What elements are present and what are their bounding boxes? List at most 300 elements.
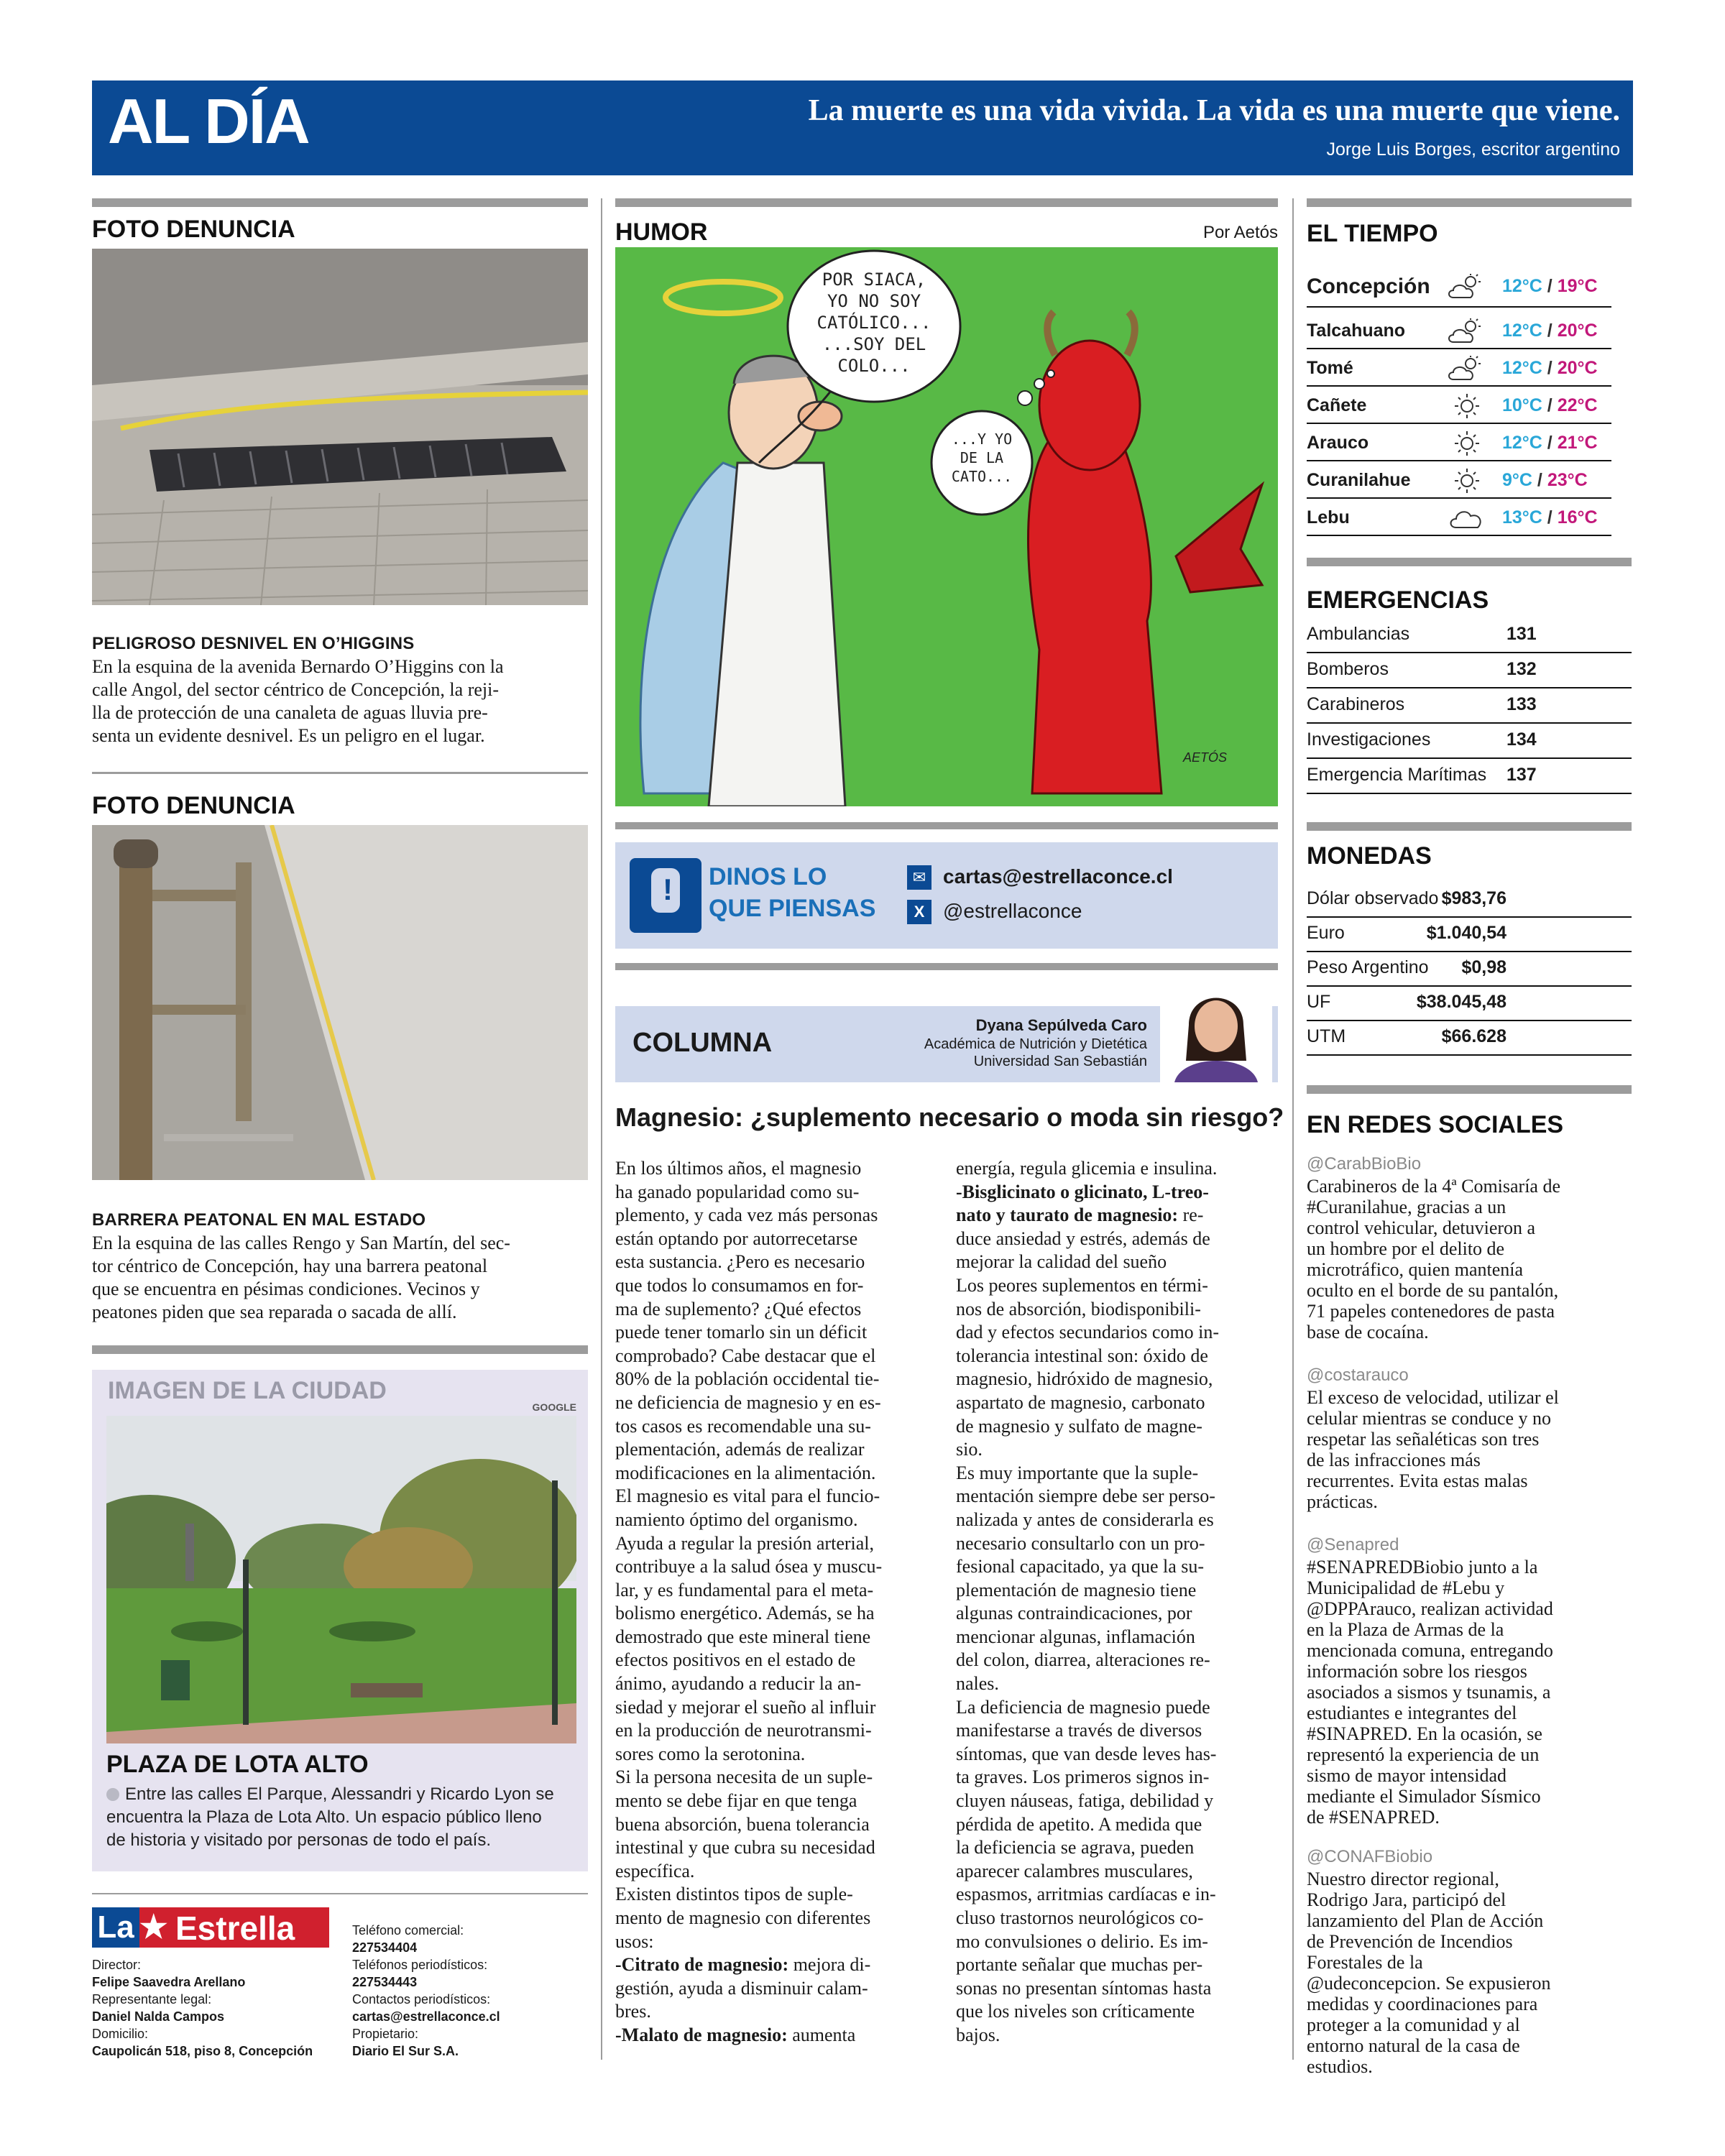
weather-icon-wrap (1448, 318, 1486, 345)
text-line: efectos positivos en el estado de (615, 1649, 856, 1671)
bubble-line: ...Y YO (951, 430, 1013, 448)
text-line: del colon, diarrea, alteraciones re- (956, 1649, 1210, 1671)
post-line: #SINAPRED. En la ocasión, se (1307, 1723, 1542, 1744)
social-post-text (1307, 1869, 1616, 2077)
row-label: Dólar observado (1307, 888, 1439, 908)
text-span: aumenta (787, 2024, 856, 2045)
column-label: COLUMNA (632, 1028, 773, 1058)
foto2-section-title: FOTO DENUNCIA (92, 792, 295, 819)
street-grate-photo (92, 249, 588, 605)
post-line: sismo de mayor intensidad (1307, 1765, 1507, 1786)
text-line: Los peores suplementos en térmi- (956, 1274, 1208, 1296)
post-line: recurrentes. Evita estas malas (1307, 1470, 1528, 1491)
post-line: lanzamiento del Plan de Acción (1307, 1910, 1544, 1931)
dinos-title (709, 861, 875, 924)
text-line: dad y efectos secundarios como in- (956, 1322, 1220, 1343)
text-line: mentación siempre debe ser perso- (956, 1485, 1215, 1507)
text-line: que los niveles son críticamente (956, 2001, 1195, 2022)
weather-city: Talcahuano (1307, 321, 1406, 341)
weather-icon-wrap (1448, 430, 1486, 457)
text-line: namiento óptimo del organismo. (615, 1508, 858, 1530)
row-label: Peso Argentino (1307, 957, 1429, 977)
row-value: 133 (1506, 694, 1537, 714)
text-line: ha ganado popularidad como su- (615, 1181, 860, 1202)
text-line: duce ansiedad y estrés, además de (956, 1227, 1210, 1249)
text-line: En los últimos años, el magnesio (615, 1158, 862, 1179)
text-line: ta graves. Los primeros signos in- (956, 1766, 1210, 1788)
weather-icon-wrap (1448, 467, 1486, 494)
text-line: pérdida de apetito. A medida que (956, 1813, 1202, 1835)
text-line: mento de magnesio con diferentes (615, 1907, 871, 1928)
weather-row (1307, 425, 1611, 461)
post-line: El exceso de velocidad, utilizar el (1307, 1387, 1559, 1408)
commercial-phone: 227534404 (352, 1940, 418, 1955)
temp-min: 12°C (1502, 433, 1542, 453)
emergency-row (1307, 653, 1632, 688)
weather-icon-wrap (1448, 273, 1486, 300)
body-line: En la esquina de la avenida Bernardo O’Higgins con la (92, 656, 504, 677)
text-line: gestión, ayuda a disminuir calam- (615, 1977, 868, 1999)
text-line: mo convulsiones o delirio. Es im- (956, 1930, 1208, 1952)
city-line: Entre las calles El Parque, Alessandri y Ricardo Lyon se (125, 1784, 554, 1804)
foto1-headline: PELIGROSO DESNIVEL EN O’HIGGINS (92, 634, 415, 653)
text-line: tolerancia intestinal son: óxido de (956, 1345, 1208, 1366)
press-phone: 227534443 (352, 1975, 418, 1989)
author-university: Universidad San Sebastián (973, 1054, 1147, 1069)
divider (92, 772, 588, 774)
text-line: mento se debe fijar en que tenga (615, 1790, 857, 1812)
post-line: información sobre los riesgos (1307, 1661, 1527, 1682)
post-line: control vehicular, detuvieron a (1307, 1217, 1536, 1238)
row-label: UF (1307, 992, 1331, 1012)
temp-sep: / (1542, 276, 1558, 296)
text-line: espasmos, arritmias cardíacas e in- (956, 1884, 1216, 1905)
section-rule (1307, 198, 1632, 207)
city-body (106, 1783, 581, 1852)
text-line: modificaciones en la alimentación. (615, 1462, 876, 1483)
text-line: sio. (956, 1439, 983, 1460)
temp-sep: / (1542, 433, 1558, 453)
text-line: puede tener tomarlo sin un déficit (615, 1322, 868, 1343)
text-line: necesario consultarlo con un pro- (956, 1532, 1205, 1554)
speech-bubble-angel (795, 269, 953, 377)
row-label: Investigaciones (1307, 729, 1431, 750)
temp-max: 19°C (1557, 276, 1598, 296)
post-line: oculto en el borde de su pantalón, (1307, 1280, 1559, 1301)
social-post-text (1307, 1387, 1616, 1512)
text-line: cluyen náuseas, fatiga, debilidad y (956, 1790, 1214, 1812)
owner: Diario El Sur S.A. (352, 2044, 459, 2058)
row-value: 132 (1506, 659, 1537, 679)
column-headline: Magnesio: ¿suplemento necesario o moda sin riesgo? (615, 1102, 1284, 1132)
city-title: PLAZA DE LOTA ALTO (106, 1751, 369, 1778)
star-icon: ★ (139, 1909, 168, 1945)
post-line: prácticas. (1307, 1491, 1378, 1512)
thought-bubble-devil (939, 430, 1025, 486)
post-line: asociados a sismos y tsunamis, a (1307, 1682, 1551, 1703)
bubble-line: CATÓLICO... (816, 313, 932, 333)
bold-term: nato y taurato de magnesio: (956, 1204, 1179, 1226)
sun-icon (1448, 430, 1486, 457)
label: Teléfonos periodísticos: (352, 1958, 488, 1972)
body-line: de historia y visitado por personas de todo el país. (106, 1830, 491, 1850)
weather-city: Tomé (1307, 358, 1353, 378)
row-label: Euro (1307, 923, 1345, 943)
weather-city: Concepción (1307, 275, 1430, 298)
author-name: Dyana Sepúlveda Caro (975, 1016, 1147, 1034)
city-image-box (92, 1370, 588, 1871)
post-line: Carabineros de la 4ª Comisaría de (1307, 1176, 1561, 1197)
post-line: Rodrigo Jara, participó del (1307, 1889, 1506, 1910)
weather-row (1307, 388, 1611, 424)
post-line: #SENAPREDBiobio junto a la (1307, 1557, 1538, 1577)
post-line: representó la experiencia de un (1307, 1744, 1540, 1765)
row-value: 134 (1506, 729, 1537, 750)
text-line: nalizada y antes de considerarla es (956, 1508, 1214, 1530)
text-line: cluso trastornos neurológicos co- (956, 1907, 1204, 1928)
section-rule (1307, 1085, 1632, 1094)
text-line: Si la persona necesita de un suple- (615, 1766, 873, 1788)
temp-min: 9°C (1502, 470, 1532, 490)
text-line: demostrado que este mineral tiene (615, 1626, 871, 1647)
currency-row (1307, 952, 1632, 987)
partly-cloudy-icon (1448, 318, 1486, 345)
bubble-line: ...SOY DEL (822, 334, 926, 354)
weather-row (1307, 269, 1611, 308)
social-handle[interactable]: @costarauco (1307, 1365, 1409, 1385)
weather-row (1307, 463, 1611, 499)
currency-row (1307, 883, 1632, 918)
text-line: buena absorción, buena tolerancia (615, 1813, 870, 1835)
bubble-line: YO NO SOY (827, 291, 921, 311)
label: Representante legal: (92, 1992, 212, 2007)
text-line: la deficiencia se agrava, pueden (956, 1837, 1195, 1858)
text-line: Es muy importante que la suple- (956, 1462, 1199, 1483)
post-line: @DPPArauco, realizan actividad (1307, 1598, 1553, 1619)
bullet-icon (106, 1788, 119, 1801)
weather-city: Lebu (1307, 507, 1350, 528)
footer-staff (92, 1956, 336, 2060)
post-line: estudios. (1307, 2056, 1373, 2077)
text-line: portante señalar que muchas per- (956, 1954, 1203, 1976)
row-label: Ambulancias (1307, 624, 1410, 644)
address: Caupolicán 518, piso 8, Concepción (92, 2044, 313, 2058)
column-text-col2 (956, 1157, 1278, 2047)
foto2-body (92, 1232, 595, 1324)
row-label: Emergencia Marítimas (1307, 765, 1487, 785)
text-line: ma de suplemento? ¿Qué efectos (615, 1298, 862, 1319)
plaza-photo-image (106, 1416, 576, 1743)
text-line: siedad y mejorar el sueño al influir (615, 1696, 876, 1718)
social-post-text (1307, 1176, 1616, 1342)
text-line: aparecer calambres musculares, (956, 1860, 1193, 1881)
text-line: comprobado? Cabe destacar que el (615, 1345, 876, 1366)
text-line: bolismo energético. Además, se ha (615, 1603, 875, 1624)
weather-icon-wrap (1448, 355, 1486, 382)
post-line: estudiantes e integrantes del (1307, 1703, 1517, 1723)
row-value: $0,98 (1461, 957, 1506, 977)
cloud-icon (1448, 505, 1486, 532)
text-line: manifestarse a través de diversos (956, 1720, 1202, 1741)
redes-section-title: EN REDES SOCIALES (1307, 1111, 1564, 1138)
weather-city: Arauco (1307, 433, 1369, 453)
foto1-section-title: FOTO DENUNCIA (92, 216, 295, 243)
monedas-section-title: MONEDAS (1307, 842, 1432, 870)
post-line: medidas y coordinaciones para (1307, 1994, 1538, 2014)
pedestrian-barrier-photo (92, 825, 588, 1180)
body-line: peatones piden que sea reparada o sacada de allí. (92, 1302, 457, 1322)
temp-max: 16°C (1557, 507, 1598, 528)
weather-temp (1502, 470, 1588, 491)
column-divider (601, 198, 602, 2060)
text-line: plementación de magnesio tiene (956, 1579, 1197, 1600)
body-line: senta un evidente desnivel. Es un peligro en el lugar. (92, 725, 485, 746)
post-line: microtráfico, quien mantenía (1307, 1259, 1524, 1280)
text-line (615, 1953, 937, 1977)
bubble-line: COLO... (837, 356, 911, 376)
post-line: base de cocaína. (1307, 1322, 1429, 1342)
x-handle[interactable]: @estrellaconce (943, 900, 1082, 922)
quote-author: Jorge Luis Borges, escritor argentino (1326, 139, 1620, 160)
column-header (615, 1006, 1278, 1082)
text-line: están optando por autorrecetarse (615, 1227, 858, 1249)
text-line: intestinal y que cubra su necesidad (615, 1837, 875, 1858)
social-handle[interactable]: @CONAFBiobio (1307, 1847, 1433, 1866)
text-line: El magnesio es vital para el funcio- (615, 1485, 880, 1507)
logo-la: La (92, 1907, 139, 1948)
post-line: 71 papeles contenedores de pasta (1307, 1301, 1555, 1322)
currency-row (1307, 986, 1632, 1021)
partly-cloudy-icon (1448, 273, 1486, 300)
temp-min: 10°C (1502, 395, 1542, 415)
text-line: en la producción de neurotransmi- (615, 1720, 872, 1741)
text-line: plementación, además de realizar (615, 1439, 865, 1460)
post-line: entorno natural de la casa de (1307, 2035, 1520, 2056)
text-line: bres. (615, 2001, 651, 2022)
post-line: Municipalidad de #Lebu y (1307, 1577, 1505, 1598)
post-line: de las infracciones más (1307, 1450, 1481, 1470)
email-icon: ✉ (907, 865, 932, 890)
post-line: Nuestro director regional, (1307, 1869, 1499, 1889)
column-text-col1 (615, 1157, 937, 2047)
section-header (92, 80, 1633, 175)
body-line (106, 1783, 581, 1806)
humor-cartoon (615, 247, 1278, 806)
weather-row (1307, 313, 1611, 349)
text-line: lar, y es fundamental para el meta- (615, 1579, 874, 1600)
feedback-email[interactable]: cartas@estrellaconce.cl (943, 865, 1173, 888)
photo-credit: GOOGLE (532, 1401, 576, 1413)
weather-temp (1502, 276, 1598, 297)
text-line: usos: (615, 1930, 654, 1952)
label: Contactos periodísticos: (352, 1992, 491, 2007)
plaza-photo (106, 1416, 576, 1743)
text-line: tos casos es recomendable una su- (615, 1415, 871, 1437)
section-rule (1307, 558, 1632, 566)
temp-max: 23°C (1547, 470, 1588, 490)
author-role: Académica de Nutrición y Dietética (924, 1036, 1147, 1052)
text-line: específica. (615, 1860, 695, 1881)
text-line: fesional capacitado, ya que la su- (956, 1556, 1205, 1577)
text-line: energía, regula glicemia e insulina. (956, 1158, 1218, 1179)
foto2-headline: BARRERA PEATONAL EN MAL ESTADO (92, 1210, 426, 1230)
temp-sep: / (1542, 507, 1558, 528)
row-value: $38.045,48 (1416, 992, 1506, 1012)
emergencias-section-title: EMERGENCIAS (1307, 586, 1489, 614)
section-title: AL DÍA (108, 86, 309, 157)
section-rule (615, 198, 1278, 207)
feedback-box (615, 842, 1278, 949)
text-line: que todos lo consumamos en for- (615, 1274, 864, 1296)
x-logo-icon: X (907, 900, 932, 924)
emergency-row (1307, 724, 1632, 759)
emergency-row (1307, 759, 1632, 794)
text-line (956, 1181, 1278, 1204)
contact-email[interactable]: cartas@estrellaconce.cl (352, 2009, 500, 2024)
sun-icon (1448, 392, 1486, 420)
body-line: En la esquina de las calles Rengo y San Martín, del sec- (92, 1233, 510, 1253)
temp-min: 12°C (1502, 276, 1542, 296)
weather-icon-wrap (1448, 505, 1486, 532)
text-line: de magnesio y sulfato de magne- (956, 1415, 1202, 1437)
author-photo (1160, 982, 1272, 1082)
weather-temp (1502, 507, 1598, 528)
bold-term: -Malato de magnesio: (615, 2024, 788, 2045)
bold-term: -Citrato de magnesio: (615, 1954, 789, 1976)
post-line: Forestales de la (1307, 1952, 1423, 1973)
body-line: tor céntrico de Concepción, hay una barrera peatonal (92, 1256, 488, 1276)
temp-min: 12°C (1502, 321, 1542, 341)
temp-sep: / (1542, 395, 1558, 415)
text-line: 80% de la población occidental tie- (615, 1368, 880, 1390)
temp-max: 21°C (1557, 433, 1598, 453)
row-label: Carabineros (1307, 694, 1405, 714)
section-rule (1307, 822, 1632, 831)
currency-row (1307, 1021, 1632, 1056)
text-line: Ayuda a regular la presión arterial, (615, 1532, 875, 1554)
text-line: nos de absorción, biodisponibili- (956, 1298, 1201, 1319)
section-rule (615, 963, 1278, 970)
bubble-line: DE LA (960, 449, 1004, 466)
text-line: mejorar la calidad del sueño (956, 1251, 1167, 1273)
temp-max: 20°C (1557, 321, 1598, 341)
label: Teléfono comercial: (352, 1923, 464, 1938)
humor-byline: Por Aetós (1202, 223, 1278, 242)
row-value: $66.628 (1441, 1026, 1506, 1046)
header-quote: La muerte es una vida vivida. La vida es una muerte que viene. (808, 94, 1620, 127)
text-line: aspartato de magnesio, carbonato (956, 1391, 1205, 1413)
post-line: de #SENAPRED. (1307, 1807, 1440, 1828)
temp-sep: / (1532, 470, 1547, 490)
cartoonist-signature: AETÓS (1183, 750, 1228, 765)
text-span: mejora di- (788, 1954, 871, 1976)
row-value: $983,76 (1441, 888, 1506, 908)
logo-estrella: Estrella (175, 1909, 295, 1947)
director-name: Felipe Saavedra Arellano (92, 1975, 246, 1989)
la-estrella-logo (92, 1907, 329, 1948)
weather-city: Curanilahue (1307, 470, 1411, 490)
text-line (956, 1204, 1278, 1227)
post-line: mencionada comuna, entregando (1307, 1640, 1553, 1661)
weather-section-title: EL TIEMPO (1307, 220, 1438, 247)
post-line: proteger a la comunidad y al (1307, 2014, 1520, 2035)
post-line: en la Plaza de Armas de la (1307, 1619, 1504, 1640)
weather-temp (1502, 395, 1598, 416)
row-value: 137 (1506, 765, 1537, 785)
post-line: respetar las señaléticas son tres (1307, 1429, 1540, 1450)
emergency-row (1307, 688, 1632, 724)
section-rule (615, 822, 1278, 829)
text-span: re- (1178, 1204, 1204, 1226)
title-line: DINOS LO (709, 863, 827, 890)
city-section-title: IMAGEN DE LA CIUDAD (108, 1377, 387, 1404)
temp-sep: / (1542, 358, 1558, 378)
weather-temp (1502, 433, 1598, 453)
weather-icon-wrap (1448, 392, 1486, 420)
body-line: que se encuentra en pésimas condiciones. Vecinos y (92, 1279, 480, 1299)
exclamation-bubble-icon: ! (630, 858, 702, 933)
body-line: calle Angol, del sector céntrico de Concepción, la reji- (92, 679, 499, 700)
currency-row (1307, 917, 1632, 952)
row-label: UTM (1307, 1026, 1346, 1046)
bubble-line: CATO... (951, 468, 1013, 485)
foto1-body (92, 655, 595, 747)
text-line: plemento, y cada vez más personas (615, 1204, 878, 1226)
text-line: sonas no presentan síntomas hasta (956, 1977, 1212, 1999)
partly-cloudy-icon (1448, 355, 1486, 382)
bold-term: -Bisglicinato o glicinato, L-treo- (956, 1181, 1209, 1202)
body-line: lla de protección de una canaleta de aguas lluvia pre- (92, 702, 488, 723)
text-line: algunas contraindicaciones, por (956, 1603, 1192, 1624)
bubble-line: POR SIACA, (822, 270, 926, 290)
body-line: encuentra la Plaza de Lota Alto. Un espacio público lleno (106, 1807, 542, 1827)
weather-row (1307, 351, 1611, 387)
section-rule (92, 198, 588, 207)
text-line: contribuye a la salud ósea y muscu- (615, 1556, 883, 1577)
section-rule (92, 1345, 588, 1354)
temp-max: 22°C (1557, 395, 1598, 415)
text-line: esta sustancia. ¿Pero es necesario (615, 1251, 865, 1273)
humor-section-title: HUMOR (615, 218, 708, 246)
column-divider (1292, 198, 1294, 2060)
weather-temp (1502, 321, 1598, 341)
post-line: celular mientras se conduce y no (1307, 1408, 1552, 1429)
text-line: síntomas, que van desde leves has- (956, 1743, 1217, 1764)
text-line: sores como la serotonina. (615, 1743, 806, 1764)
label: Domicilio: (92, 2027, 149, 2041)
temp-min: 12°C (1502, 358, 1542, 378)
temp-max: 20°C (1557, 358, 1598, 378)
weather-city: Cañete (1307, 395, 1367, 415)
text-line: ne deficiencia de magnesio y en es- (615, 1391, 881, 1413)
foto2-photo (92, 825, 588, 1180)
social-handle[interactable]: @Senapred (1307, 1535, 1399, 1554)
post-line: #Curanilahue, gracias a un (1307, 1197, 1506, 1217)
row-label: Bomberos (1307, 659, 1389, 679)
post-line: un hombre por el delito de (1307, 1238, 1505, 1259)
text-line (615, 2024, 937, 2047)
label: Director: (92, 1958, 142, 1972)
title-line: QUE PIENSAS (709, 895, 876, 922)
weather-temp (1502, 358, 1598, 379)
label: Propietario: (352, 2027, 419, 2041)
temp-min: 13°C (1502, 507, 1542, 528)
footer-contacts (352, 1922, 568, 2060)
rep-name: Daniel Nalda Campos (92, 2009, 225, 2024)
text-line: ánimo, ayudando a reducir la an- (615, 1673, 862, 1695)
social-handle[interactable]: @CarabBioBio (1307, 1154, 1422, 1174)
text-line: Existen distintos tipos de suple- (615, 1884, 853, 1905)
